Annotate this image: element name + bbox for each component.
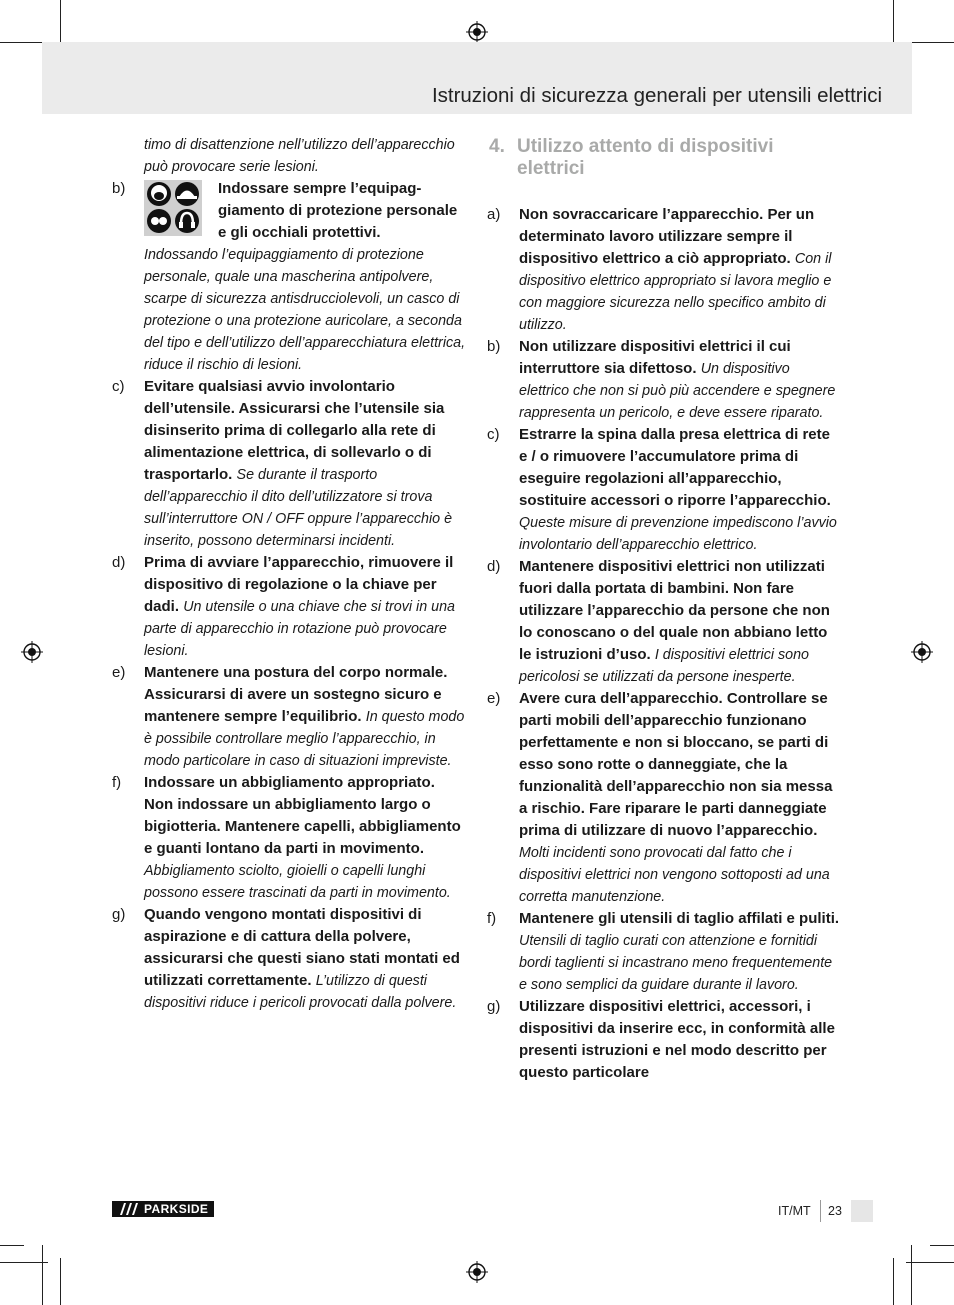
ear-protection-icon bbox=[175, 209, 199, 233]
crop-mark bbox=[0, 42, 48, 43]
item-bold-text: Utilizzare dispositivi elettrici, accessori, i dispositivi da inserire ecc, in conformità alle presenti istruzioni e nel modo descritto per questo particolare bbox=[519, 998, 835, 1081]
item-italic-text: Utensili di taglio curati con attenzione e fornitidi bordi taglienti si incastrano meno frequentemente e sono semplici da guidare durante il lavoro. bbox=[519, 933, 833, 993]
left-column bbox=[112, 134, 468, 1014]
item-bold-text: Mantenere una postura del corpo normale. Assicurarsi di avere un sostegno sicuro e mantenere sempre l’equilibrio. bbox=[144, 664, 448, 725]
item-italic-text: Un utensile o una chiave che si trovi in una parte di apparecchio in rotazione può provocare lesioni. bbox=[144, 599, 455, 659]
item-label: c) bbox=[112, 378, 125, 395]
brand-logo bbox=[112, 1201, 214, 1217]
item-italic-text: Un dispositivo elettrico che non si può più accendere e spegnere rappresenta un pericolo, e deve essere riparato. bbox=[519, 361, 836, 421]
language-code: IT/MT bbox=[778, 1204, 811, 1218]
footer-divider bbox=[820, 1200, 821, 1222]
item-label: f) bbox=[112, 774, 122, 791]
registration-mark-icon bbox=[466, 21, 488, 43]
page-title: Istruzioni di sicurezza generali per utensili elettrici bbox=[431, 84, 882, 107]
list-item bbox=[487, 908, 841, 996]
page-number: 23 bbox=[828, 1204, 842, 1218]
item-label: d) bbox=[112, 554, 126, 571]
item-italic-text: Queste misure di prevenzione impediscono l’avvio involontario dell’apparecchio elettrico. bbox=[519, 515, 837, 553]
list-item bbox=[112, 376, 468, 552]
item-bold-text: Evitare qualsiasi avvio involontario dell’utensile. Assicurarsi che l’utensile sia disinserito prima di collegarlo alla rete di alimentazione elettrica, di sollevarlo o di trasportarlo. bbox=[144, 378, 445, 483]
item-bold-text: Non utilizzare dispositivi elettrici il cui interruttore sia difettoso. bbox=[519, 338, 791, 377]
item-label: c) bbox=[487, 426, 500, 443]
list-item bbox=[487, 336, 841, 424]
crop-mark bbox=[0, 1245, 24, 1246]
hard-hat-icon bbox=[175, 182, 199, 206]
item-bold-text: Quando vengono montati dispositivi di aspirazione e di cattura della polvere, assicurarsi che questi siano stati montati ed utilizzati correttamente. bbox=[144, 906, 460, 989]
item-italic-text: Molti incidenti sono provocati dal fatto che i dispositivi elettrici non vengono sottoposti ad una corretta manutenzione. bbox=[519, 845, 830, 905]
item-bold-text: Non sovraccaricare l’apparecchio. Per un determinato lavoro utilizzare sempre il dispositivo elettrico a ciò appropriato. bbox=[519, 206, 815, 267]
section-heading bbox=[487, 136, 841, 180]
crop-mark bbox=[0, 1262, 48, 1263]
list-item bbox=[487, 424, 841, 556]
footer-box bbox=[851, 1200, 873, 1222]
brand-stripes-icon bbox=[117, 1201, 141, 1217]
item-label: d) bbox=[487, 558, 501, 575]
item-italic-text: I dispositivi elettrici sono pericolosi se utilizzati da persone inesperte. bbox=[519, 647, 810, 685]
registration-mark-icon bbox=[466, 1261, 488, 1283]
crop-mark bbox=[906, 1262, 954, 1263]
intro-text bbox=[112, 134, 468, 178]
section-number: 4. bbox=[489, 136, 505, 157]
list-item bbox=[112, 552, 468, 662]
list-item bbox=[487, 204, 841, 336]
right-column bbox=[487, 134, 841, 1084]
item-label: a) bbox=[487, 206, 501, 223]
crop-mark bbox=[930, 1245, 954, 1246]
section-title: Utilizzo attento di dispositivi elettrici bbox=[517, 136, 774, 179]
crop-mark bbox=[60, 1258, 61, 1305]
item-label: f) bbox=[487, 910, 497, 927]
list-item bbox=[112, 772, 468, 904]
item-label: b) bbox=[112, 180, 126, 197]
list-item bbox=[112, 904, 468, 1014]
list-item bbox=[487, 556, 841, 688]
registration-mark-icon bbox=[21, 641, 43, 663]
item-italic-text: L’utilizzo di questi dispositivi riduce i pericoli provocati dalla polvere. bbox=[144, 973, 457, 1011]
item-bold-text: Prima di avviare l’apparecchio, rimuovere il dispositivo di regolazione o la chiave per dadi. bbox=[144, 554, 454, 615]
brand-name: PARKSIDE bbox=[144, 1202, 209, 1216]
item-italic-continuation bbox=[112, 244, 468, 376]
respirator-icon bbox=[147, 182, 171, 206]
safety-goggles-icon bbox=[147, 209, 171, 233]
item-label: b) bbox=[487, 338, 501, 355]
list-item bbox=[487, 688, 841, 908]
item-italic-text: Con il dispositivo elettrico appropriato si lavora meglio e con maggiore sicurezza nello specifico ambito di utilizzo. bbox=[519, 251, 832, 333]
list-item bbox=[487, 996, 841, 1084]
item-bold-text: Mantenere dispositivi elettrici non utilizzati fuori dalla portata di bambini. Non fare utilizzare l’apparecchio da persone che non lo conoscano o del quale non abbiano letto le istruzioni d’uso. bbox=[519, 558, 830, 663]
item-bold-text: Indossare sempre l’equipaggiamento di protezione personale e gli occhiali protettivi. bbox=[218, 180, 458, 241]
list-item bbox=[112, 662, 468, 772]
item-bold-text: Estrarre la spina dalla presa elettrica di rete e / o rimuovere l’accumulatore prima di eseguire regolazioni all’apparecchio, sostituire accessori o riporre l’apparecchio. bbox=[519, 426, 831, 509]
item-bold-text: Mantenere gli utensili di taglio affilati e puliti. bbox=[519, 910, 840, 927]
registration-mark-icon bbox=[911, 641, 933, 663]
item-italic-text: Abbigliamento sciolto, gioielli o capelli lunghi possono essere trascinati da parti in movimento. bbox=[144, 863, 451, 901]
crop-mark bbox=[60, 0, 61, 48]
item-label: e) bbox=[112, 664, 126, 681]
item-bold-text: Indossare un abbigliamento appropriato. Non indossare un abbigliamento largo o bigiotteria. Mantenere capelli, abbigliamento e guanti lontano da parti in movimento. bbox=[144, 774, 461, 857]
crop-mark bbox=[893, 0, 894, 48]
list-item bbox=[112, 178, 468, 244]
crop-mark bbox=[893, 1258, 894, 1305]
intro-italic: timo di disattenzione nell’utilizzo dell’apparecchio può provocare serie lesioni. bbox=[144, 137, 455, 175]
item-label: e) bbox=[487, 690, 501, 707]
crop-mark bbox=[42, 1245, 43, 1305]
item-label: g) bbox=[487, 998, 501, 1015]
item-italic-text: In questo modo è possibile controllare meglio l’apparecchio, in modo particolare in caso di situazioni impreviste. bbox=[144, 709, 465, 769]
item-italic-text: Se durante il trasporto dell’apparecchio il dito dell’utilizzatore si trova sull’interruttore ON / OFF oppure l’apparecchio è inserito, possono determinarsi incidenti. bbox=[144, 467, 453, 549]
crop-mark bbox=[911, 1245, 912, 1305]
item-label: g) bbox=[112, 906, 126, 923]
crop-mark bbox=[906, 42, 954, 43]
ppe-icons bbox=[144, 180, 202, 236]
item-italic-text: Indossando l’equipaggiamento di protezione personale, quale una mascherina antipolvere, scarpe di sicurezza antisdrucciolevoli, un casco di protezione o una protezione auricolare, a seconda del tipo e dell’utilizzo dell’apparecchiatura elettrica, riduce il rischio di lesioni. bbox=[144, 247, 466, 373]
item-bold-text: Avere cura dell’apparecchio. Controllare se parti mobili dell’apparecchio funzionano perfettamente e non si bloccano, se parti di esso sono rotte o danneggiate, che la funzionalità dell’apparecchio non sia messa a rischio. Fare riparare le parti danneggiate prima di utilizzare di nuovo l’apparecchio. bbox=[519, 690, 833, 839]
